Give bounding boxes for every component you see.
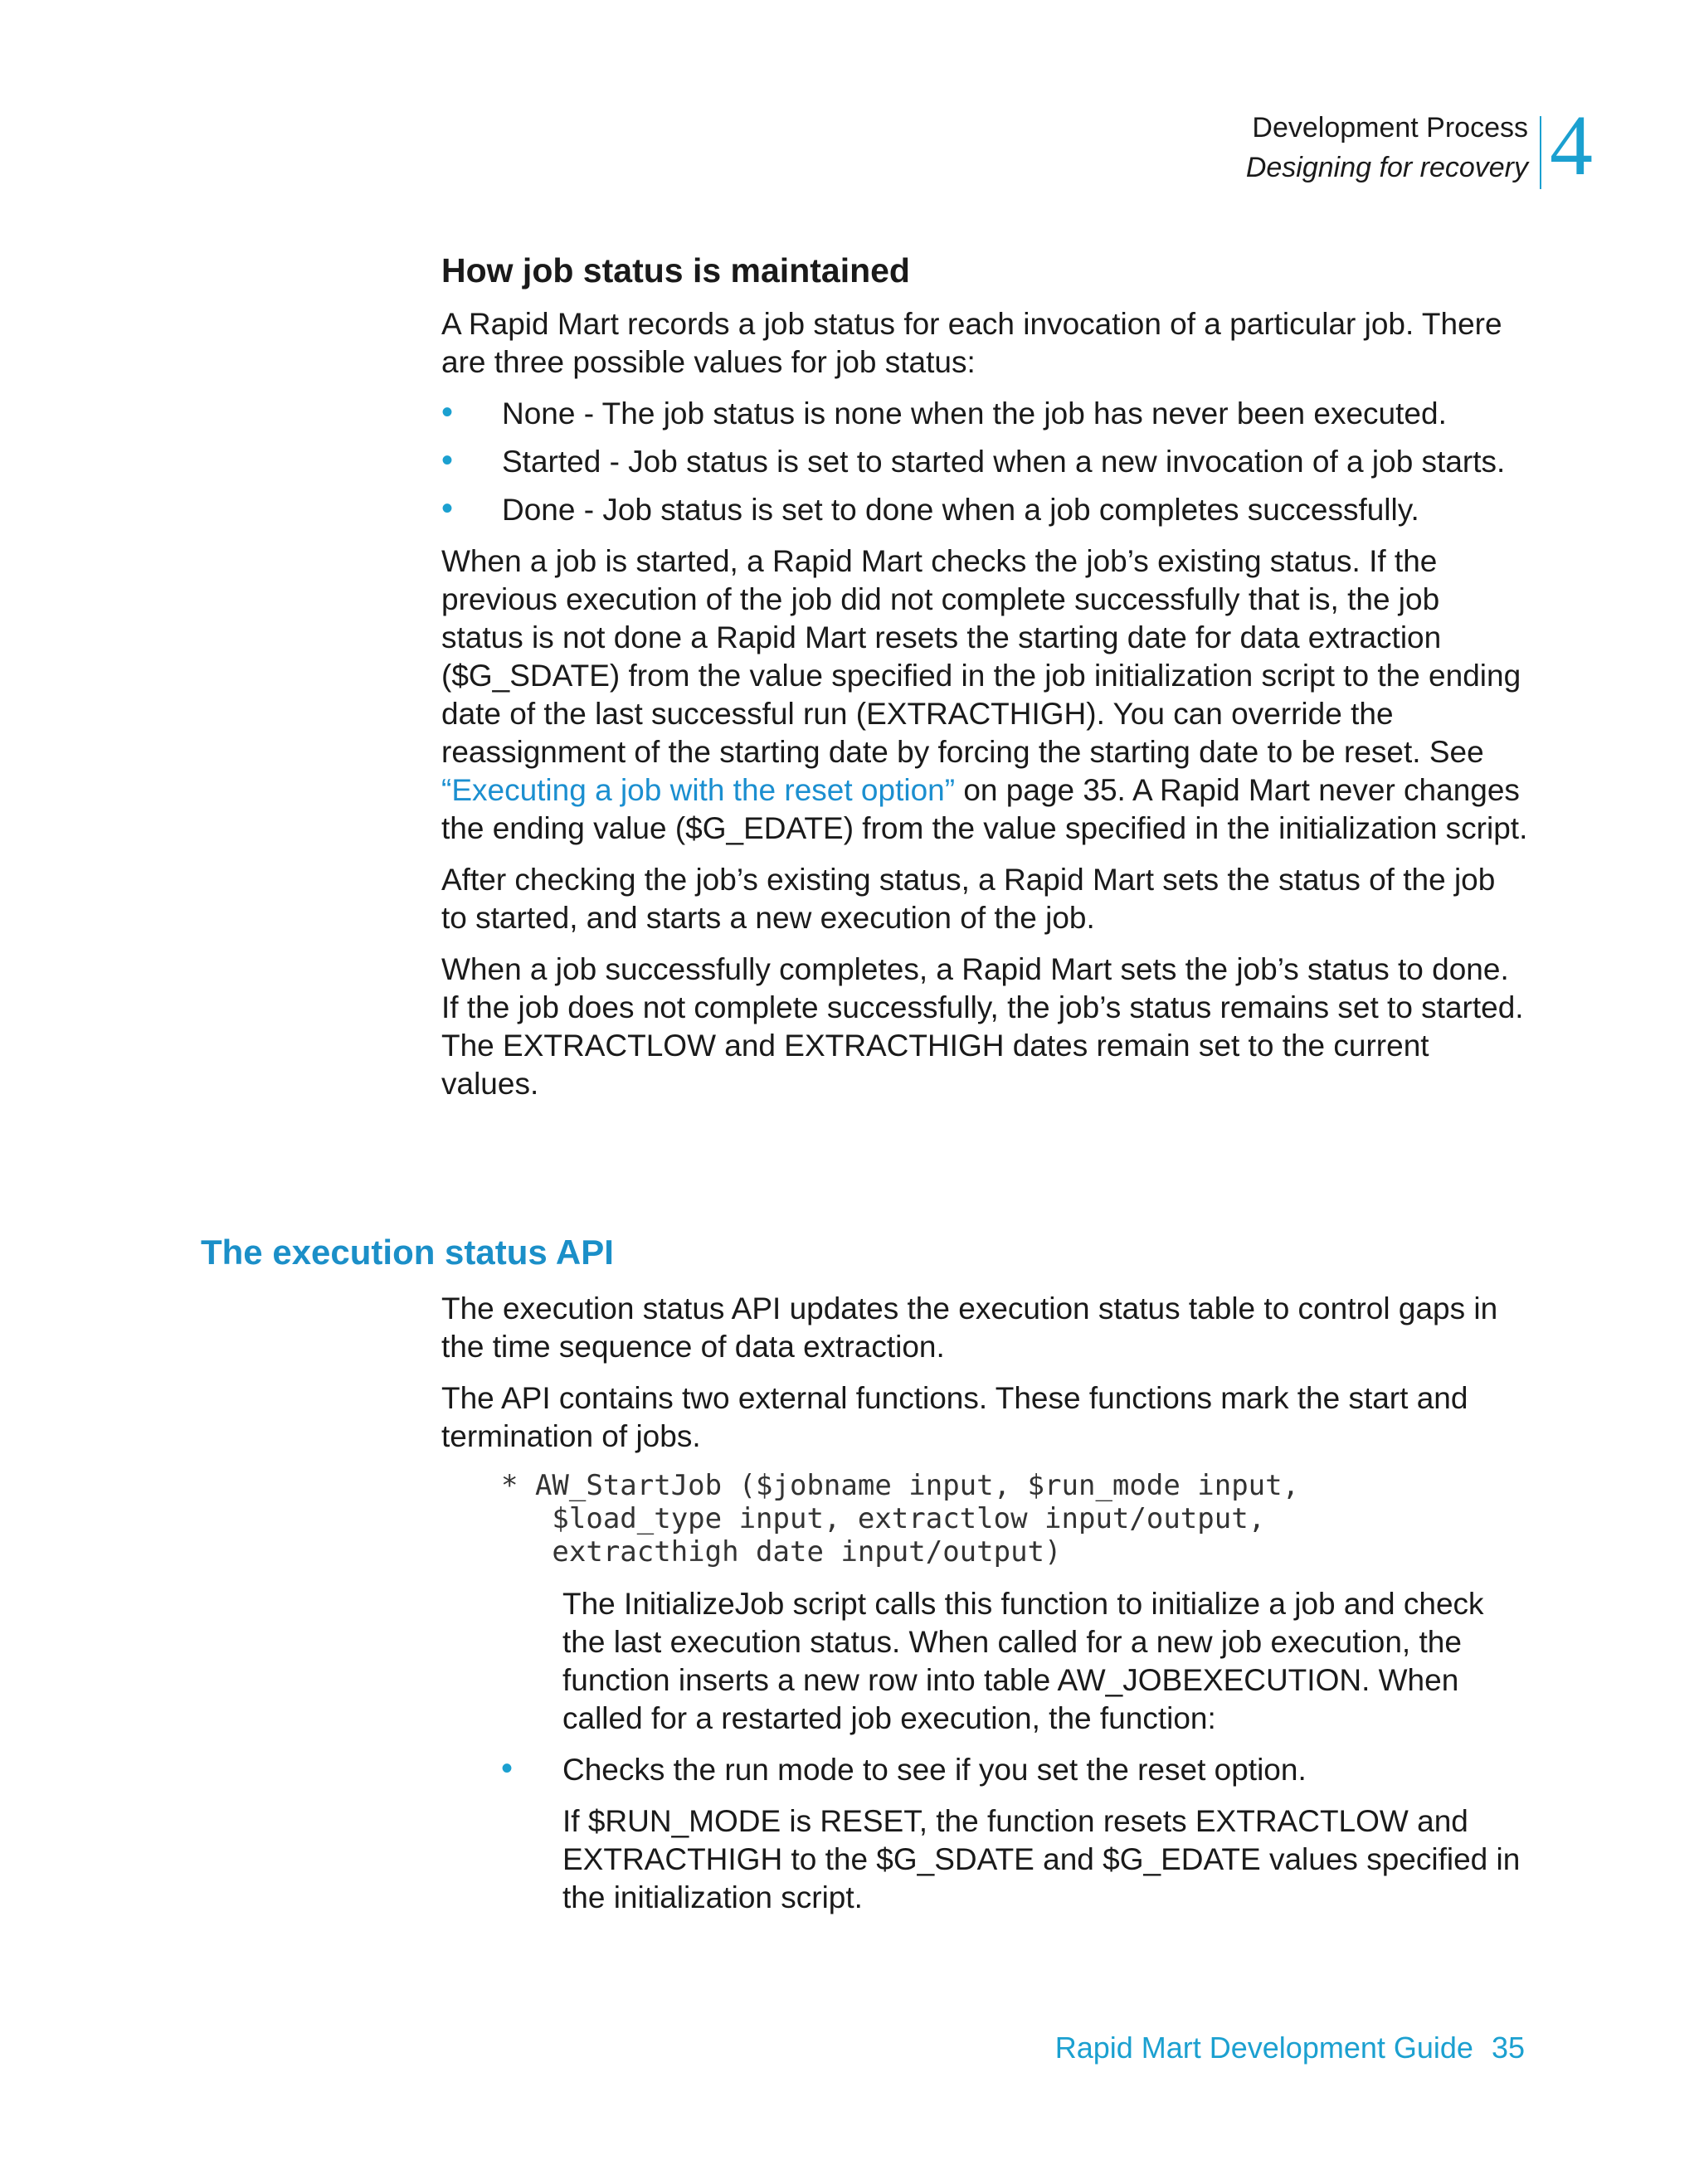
list-item — [441, 395, 1528, 433]
paragraph-job-started — [441, 542, 1528, 848]
section-heading: The execution status API — [201, 1233, 614, 1272]
header-chapter-title: Development Process — [1252, 112, 1528, 143]
cross-reference-link[interactable]: “Executing a job with the reset option” — [441, 773, 956, 807]
page-number: 35 — [1491, 2031, 1525, 2065]
job-status-list — [441, 395, 1528, 529]
subsection-intro: A Rapid Mart records a job status for each invocation of a particular job. There are three possible values for job status: — [441, 307, 1502, 379]
bullet-icon: • — [501, 1750, 514, 1787]
paragraph-text: When a job is started, a Rapid Mart checks the job’s existing status. If the previous execution of the job did not complete successfully that is, the job status is not done a Rapid Mart resets the starting date for data extraction ($G_SDATE) from the value specified in the job initialization script to the ending date of the last successful run (EXTRACTHIGH). You can override the reassignment of the starting date by forcing the starting date to be reset. See — [441, 544, 1521, 769]
subsection-body — [441, 247, 1528, 1116]
running-footer — [1055, 2029, 1525, 2067]
list-item-text: Started - Job status is set to started when a new invocation of a job starts. — [502, 445, 1506, 479]
section-paragraph-2: The API contains two external functions. These functions mark the start and termination of jobs. — [441, 1381, 1468, 1453]
list-item-text: Checks the run mode to see if you set the reset option. — [562, 1753, 1307, 1787]
code-signature: * AW_StartJob ($jobname input, $run_mode input, $load_type input, extractlow input/output, extracthigh date input/output) — [501, 1469, 1300, 1569]
list-item-text: Done - Job status is set to done when a job completes successfully. — [502, 493, 1419, 527]
paragraph-after-check: After checking the job’s existing status, a Rapid Mart sets the status of the job to started, and starts a new execution of the job. — [441, 863, 1496, 935]
header-section-title: Designing for recovery — [1245, 152, 1528, 183]
header-text — [1246, 105, 1540, 187]
paragraph-text: on page 35. A Rapid Mart never changes the ending value ($G_EDATE) from the value specified in the initialization script. — [441, 773, 1528, 845]
list-item-text: None - The job status is none when the job has never been executed. — [502, 396, 1447, 430]
paragraph-job-complete: When a job successfully completes, a Rapid Mart sets the job’s status to done. If the job does not complete successfully, the job’s status remains set to started. The EXTRACTLOW and EXTRACTHIGH dates remain set to the current values. — [441, 952, 1524, 1101]
reset-detail: If $RUN_MODE is RESET, the function resets EXTRACTLOW and EXTRACTHIGH to the $G_SDATE and $G_EDATE values specified in the initialization script. — [562, 1804, 1521, 1914]
bullet-icon: • — [441, 490, 454, 527]
chapter-number: 4 — [1550, 98, 1593, 193]
list-item — [441, 491, 1528, 529]
list-item — [441, 443, 1528, 481]
section-body — [441, 1290, 1528, 1930]
footer-guide-title: Rapid Mart Development Guide — [1054, 2031, 1473, 2065]
bullet-icon: • — [441, 394, 454, 430]
subsection-heading: How job status is maintained — [441, 251, 910, 289]
function-steps-list — [441, 1751, 1528, 1789]
function-description: The InitializeJob script calls this function to initialize a job and check the last execution status. When called for a new job execution, the function inserts a new row into table AW_JOBEXECUTION. When called for a restarted job execution, the function: — [562, 1587, 1484, 1735]
list-item — [441, 1751, 1528, 1789]
bullet-icon: • — [441, 442, 454, 479]
section-paragraph-1: The execution status API updates the execution status table to control gaps in the time sequence of data extraction. — [441, 1291, 1498, 1364]
running-header — [1245, 98, 1593, 193]
